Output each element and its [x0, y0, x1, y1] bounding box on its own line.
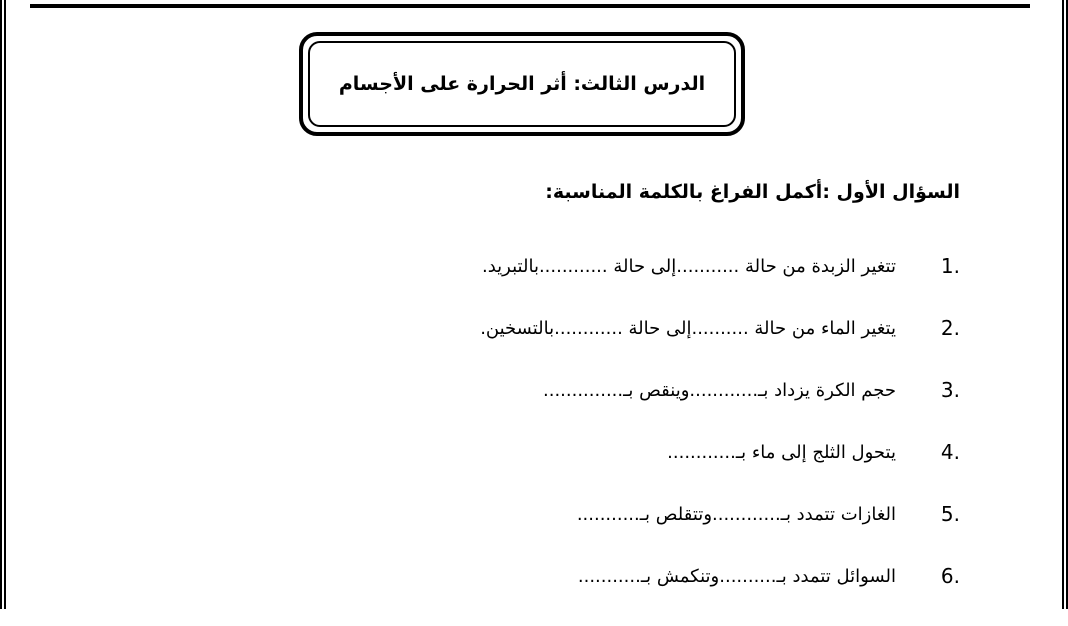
- lesson-title: الدرس الثالث: أثر الحرارة على الأجسام: [338, 73, 706, 95]
- item-number: 4.: [940, 440, 960, 464]
- lesson-title-inner-frame: [308, 41, 736, 127]
- item-text: يتحول الثلج إلى ماء بـ............: [667, 442, 896, 463]
- item-text: السوائل تتمدد بـ..........وتنكمش بـ...........: [577, 566, 896, 587]
- question-heading: السؤال الأول :أكمل الفراغ بالكلمة المناسبة:: [545, 181, 960, 203]
- item-text: الغازات تتمدد بـ............وتتقلص بـ...........: [576, 504, 896, 525]
- item-text: تتغير الزبدة من حالة ...........إلى حالة ............بالتبريد.: [482, 256, 896, 277]
- item-number: 5.: [940, 502, 960, 526]
- item-text: حجم الكرة يزداد بـ............وينقص بـ..............: [543, 380, 896, 401]
- item-number: 2.: [940, 316, 960, 340]
- top-rule: [30, 4, 1030, 8]
- item-text: يتغير الماء من حالة ..........إلى حالة ............بالتسخين.: [480, 318, 896, 339]
- item-number: 3.: [940, 378, 960, 402]
- item-number: 1.: [940, 254, 960, 278]
- lesson-title-box: [299, 32, 745, 136]
- item-number: 6.: [940, 564, 960, 588]
